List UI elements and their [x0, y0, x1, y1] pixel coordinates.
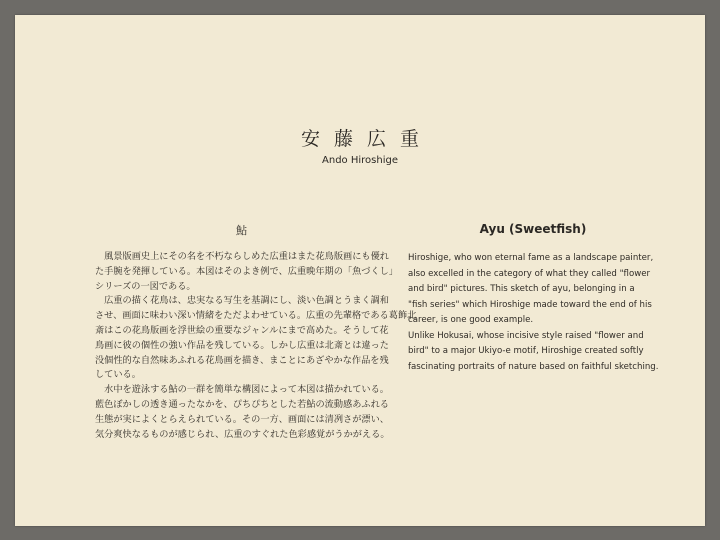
english-text	[408, 251, 658, 375]
japanese-line: 斎はこの花鳥版画を浮世絵の重要なジャンルにまで高めた。そうして花	[95, 324, 389, 336]
english-line: also excelled in the category of what they called "flower	[408, 268, 651, 279]
japanese-line: 水中を遊泳する鮎の一群を簡単な構図によって本図は描かれている。	[95, 384, 389, 396]
english-line: Hiroshige, who won eternal fame as a landscape painter,	[408, 253, 654, 263]
japanese-line: シリーズの一図である。	[95, 280, 196, 292]
english-line: bird" to a major Ukiyo-e motif, Hiroshige created softly	[408, 346, 644, 356]
japanese-line: 没個性的な自然味あふれる花鳥画を描き、まことにあざやかな作品を残	[95, 354, 389, 366]
english-line: Unlike Hokusai, whose incisive style raised "flower and	[408, 330, 644, 341]
japanese-line: 鳥画に彼の個性の強い作品を残している。しかし広重は北斎とは違った	[95, 339, 389, 351]
title-japanese: 安藤広重	[300, 128, 433, 150]
description-sheet	[15, 15, 705, 526]
title-english: Ando Hiroshige	[322, 155, 398, 166]
english-line: and bird" pictures. This sketch of ayu, belonging in a	[408, 284, 635, 294]
japanese-line: 藍色ぼかしの透き通ったなかを、ぴちぴちとした若鮎の流動感あふれる	[95, 398, 389, 410]
japanese-line: 風景版画史上にその名を不朽ならしめた広重はまた花鳥版画にも優れ	[95, 251, 389, 262]
japanese-line: している。	[95, 369, 141, 381]
english-heading: Ayu (Sweetfish)	[479, 222, 587, 236]
japanese-text	[95, 250, 417, 442]
japanese-line: 生態が実によくとらえられている。その一方、画面には清冽さが漂い、	[95, 413, 389, 425]
japanese-line: 気分爽快なるものが感じられ、広重のすぐれた色彩感覚がうかがえる。	[95, 428, 390, 440]
english-line: career, is one good example.	[408, 315, 534, 325]
japanese-heading: 鮎	[236, 224, 247, 237]
japanese-line: させ、画面に味わい深い情緒をただよわせている。広重の先輩格である葛飾北	[95, 310, 417, 322]
english-line: fascinating portraits of nature based on faithful sketching.	[408, 361, 659, 372]
japanese-line: 広重の描く花鳥は、忠実なる写生を基調にし、淡い色調とうまく調和	[95, 295, 389, 307]
english-line: "fish series" which Hiroshige made toward the end of his	[408, 299, 652, 310]
japanese-line: た手腕を発揮している。本図はそのよき例で、広重晩年期の「魚づくし」	[95, 265, 399, 277]
